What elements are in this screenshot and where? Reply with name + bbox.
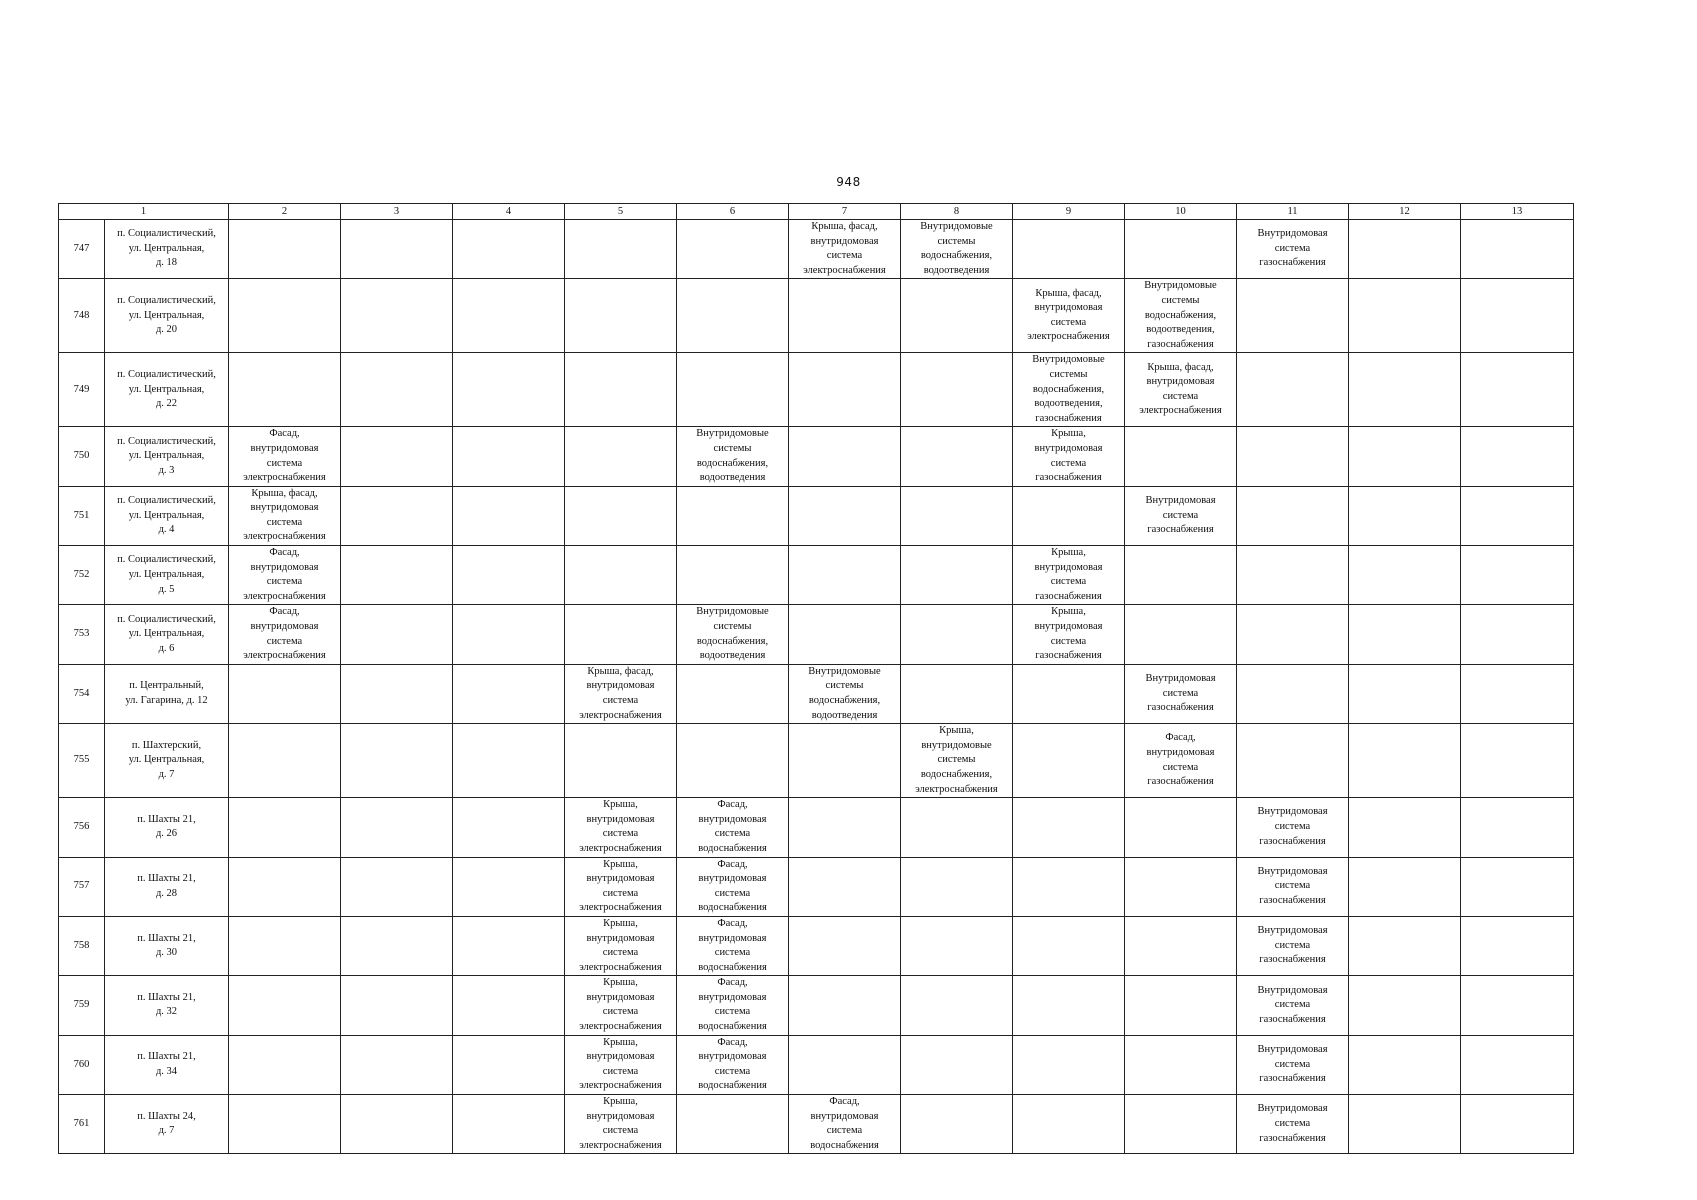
work-cell	[1125, 546, 1237, 605]
work-cell	[1125, 1035, 1237, 1094]
work-cell: Фасад, внутридомовая система водоснабжения	[677, 976, 789, 1035]
work-cell	[229, 220, 341, 279]
work-cell	[1013, 220, 1125, 279]
work-cell	[1461, 546, 1574, 605]
work-cell	[565, 279, 677, 353]
work-cell	[565, 724, 677, 798]
work-cell	[453, 1035, 565, 1094]
work-cell: Внутридомовая система газоснабжения	[1237, 916, 1349, 975]
work-cell	[1237, 724, 1349, 798]
address-cell: п. Социалистический, ул. Центральная, д. 22	[105, 353, 229, 427]
work-cell	[1461, 220, 1574, 279]
header-cell: 11	[1237, 204, 1349, 220]
table-row	[59, 1095, 1574, 1154]
work-cell	[453, 976, 565, 1035]
header-cell: 6	[677, 204, 789, 220]
work-cell	[229, 724, 341, 798]
work-cell	[1461, 916, 1574, 975]
work-cell	[1349, 976, 1461, 1035]
work-cell	[677, 353, 789, 427]
work-cell: Фасад, внутридомовая система электроснабжения	[229, 427, 341, 486]
work-cell	[1349, 798, 1461, 857]
row-number-cell: 749	[59, 353, 105, 427]
work-cell	[1125, 798, 1237, 857]
table-row	[59, 664, 1574, 723]
work-cell	[341, 1095, 453, 1154]
work-cell	[1461, 427, 1574, 486]
work-cell: Внутридомовые системы водоснабжения, водоотведения	[789, 664, 901, 723]
work-cell: Фасад, внутридомовая система водоснабжения	[677, 857, 789, 916]
work-cell	[453, 724, 565, 798]
work-cell	[1013, 976, 1125, 1035]
work-cell	[1125, 916, 1237, 975]
work-cell	[453, 279, 565, 353]
work-cell	[1013, 916, 1125, 975]
work-cell: Внутридомовая система газоснабжения	[1237, 1035, 1349, 1094]
work-cell: Фасад, внутридомовая система водоснабжения	[677, 798, 789, 857]
table-row	[59, 798, 1574, 857]
header-cell: 8	[901, 204, 1013, 220]
work-cell	[453, 857, 565, 916]
work-cell	[789, 1035, 901, 1094]
work-cell	[341, 916, 453, 975]
table-row	[59, 916, 1574, 975]
work-cell: Внутридомовая система газоснабжения	[1125, 664, 1237, 723]
header-row	[59, 204, 1574, 220]
work-cell	[1349, 724, 1461, 798]
work-cell	[1461, 857, 1574, 916]
work-cell	[1349, 1095, 1461, 1154]
row-number-cell: 758	[59, 916, 105, 975]
table-row	[59, 546, 1574, 605]
work-cell	[1349, 353, 1461, 427]
header-cell: 4	[453, 204, 565, 220]
work-cell: Крыша, внутридомовая система электроснабжения	[565, 976, 677, 1035]
work-cell	[1013, 664, 1125, 723]
table-row	[59, 486, 1574, 545]
work-cell	[1461, 353, 1574, 427]
work-cell: Крыша, фасад, внутридомовая система электроснабжения	[789, 220, 901, 279]
work-cell: Внутридомовая система газоснабжения	[1237, 798, 1349, 857]
row-number-cell: 757	[59, 857, 105, 916]
work-cell	[1125, 605, 1237, 664]
work-cell	[1461, 1035, 1574, 1094]
work-cell: Фасад, внутридомовая система водоснабжения	[677, 1035, 789, 1094]
work-cell: Крыша, фасад, внутридомовая система электроснабжения	[1013, 279, 1125, 353]
work-cell	[565, 220, 677, 279]
row-number-cell: 759	[59, 976, 105, 1035]
work-cell	[1461, 279, 1574, 353]
row-number-cell: 761	[59, 1095, 105, 1154]
work-cell	[1125, 857, 1237, 916]
work-cell	[901, 486, 1013, 545]
work-cell	[1125, 220, 1237, 279]
work-cell	[1461, 724, 1574, 798]
work-cell	[901, 857, 1013, 916]
address-cell: п. Центральный, ул. Гагарина, д. 12	[105, 664, 229, 723]
work-cell	[1013, 798, 1125, 857]
work-cell	[341, 220, 453, 279]
work-cell: Внутридомовые системы водоснабжения, водоотведения, газоснабжения	[1125, 279, 1237, 353]
table-row	[59, 724, 1574, 798]
work-cell	[1461, 605, 1574, 664]
work-cell	[229, 279, 341, 353]
work-cell	[341, 798, 453, 857]
work-cell	[1125, 976, 1237, 1035]
register-table	[58, 203, 1574, 1154]
work-cell	[341, 546, 453, 605]
work-cell	[1013, 857, 1125, 916]
work-cell	[789, 279, 901, 353]
work-cell: Крыша, фасад, внутридомовая система электроснабжения	[229, 486, 341, 545]
work-cell	[565, 427, 677, 486]
work-cell	[453, 486, 565, 545]
address-cell: п. Шахты 24, д. 7	[105, 1095, 229, 1154]
work-cell	[341, 605, 453, 664]
table-row	[59, 976, 1574, 1035]
work-cell	[1013, 724, 1125, 798]
work-cell	[453, 220, 565, 279]
work-cell	[789, 798, 901, 857]
work-cell	[789, 605, 901, 664]
address-cell: п. Шахты 21, д. 34	[105, 1035, 229, 1094]
work-cell	[453, 546, 565, 605]
row-number-cell: 754	[59, 664, 105, 723]
work-cell	[1013, 1035, 1125, 1094]
work-cell	[1461, 798, 1574, 857]
work-cell	[901, 427, 1013, 486]
row-number-cell: 753	[59, 605, 105, 664]
work-cell	[789, 916, 901, 975]
work-cell	[1237, 427, 1349, 486]
work-cell: Внутридомовые системы водоснабжения, водоотведения	[901, 220, 1013, 279]
address-cell: п. Социалистический, ул. Центральная, д. 18	[105, 220, 229, 279]
work-cell: Внутридомовые системы водоснабжения, водоотведения, газоснабжения	[1013, 353, 1125, 427]
work-cell	[1461, 1095, 1574, 1154]
address-cell: п. Шахты 21, д. 26	[105, 798, 229, 857]
work-cell	[901, 605, 1013, 664]
work-cell: Крыша, внутридомовая система электроснабжения	[565, 1035, 677, 1094]
work-cell	[677, 220, 789, 279]
work-cell	[229, 1035, 341, 1094]
work-cell: Внутридомовая система газоснабжения	[1237, 1095, 1349, 1154]
address-cell: п. Социалистический, ул. Центральная, д. 6	[105, 605, 229, 664]
header-cell: 9	[1013, 204, 1125, 220]
table-row	[59, 1035, 1574, 1094]
work-cell	[1461, 976, 1574, 1035]
work-cell	[901, 353, 1013, 427]
work-cell	[1461, 664, 1574, 723]
table-row	[59, 605, 1574, 664]
work-cell	[677, 724, 789, 798]
work-cell	[341, 857, 453, 916]
work-cell	[1349, 427, 1461, 486]
work-cell: Крыша, внутридомовая система газоснабжения	[1013, 605, 1125, 664]
work-cell	[341, 486, 453, 545]
work-cell	[565, 486, 677, 545]
work-cell	[565, 605, 677, 664]
header-cell: 3	[341, 204, 453, 220]
table-body	[59, 220, 1574, 1154]
work-cell	[453, 1095, 565, 1154]
work-cell: Крыша, фасад, внутридомовая система электроснабжения	[565, 664, 677, 723]
work-cell: Фасад, внутридомовая система газоснабжения	[1125, 724, 1237, 798]
work-cell	[229, 664, 341, 723]
work-cell	[453, 916, 565, 975]
work-cell	[341, 1035, 453, 1094]
table-row	[59, 353, 1574, 427]
work-cell: Внутридомовая система газоснабжения	[1237, 220, 1349, 279]
work-cell	[453, 605, 565, 664]
work-cell	[677, 279, 789, 353]
work-cell	[341, 427, 453, 486]
work-cell	[1237, 605, 1349, 664]
row-number-cell: 752	[59, 546, 105, 605]
work-cell	[1237, 486, 1349, 545]
address-cell: п. Шахты 21, д. 32	[105, 976, 229, 1035]
work-cell	[677, 664, 789, 723]
work-cell	[901, 664, 1013, 723]
work-cell	[1349, 220, 1461, 279]
work-cell	[1237, 664, 1349, 723]
header-cell: 1	[59, 204, 229, 220]
work-cell: Крыша, внутридомовая система газоснабжения	[1013, 546, 1125, 605]
row-number-cell: 750	[59, 427, 105, 486]
work-cell: Фасад, внутридомовая система электроснабжения	[229, 546, 341, 605]
work-cell	[901, 1095, 1013, 1154]
work-cell	[341, 664, 453, 723]
work-cell	[341, 279, 453, 353]
work-cell	[789, 427, 901, 486]
address-cell: п. Социалистический, ул. Центральная, д. 3	[105, 427, 229, 486]
work-cell	[901, 1035, 1013, 1094]
work-cell: Внутридомовая система газоснабжения	[1237, 857, 1349, 916]
work-cell	[1125, 1095, 1237, 1154]
work-cell: Фасад, внутридомовая система водоснабжения	[677, 916, 789, 975]
work-cell	[789, 724, 901, 798]
work-cell	[901, 546, 1013, 605]
work-cell	[453, 798, 565, 857]
work-cell	[1349, 279, 1461, 353]
work-cell	[1237, 353, 1349, 427]
header-cell: 2	[229, 204, 341, 220]
work-cell	[789, 486, 901, 545]
work-cell	[341, 724, 453, 798]
work-cell: Крыша, внутридомовая система электроснабжения	[565, 798, 677, 857]
work-cell: Крыша, внутридомовая система электроснабжения	[565, 916, 677, 975]
table-row	[59, 220, 1574, 279]
work-cell	[1013, 486, 1125, 545]
work-cell	[789, 546, 901, 605]
table-header	[59, 204, 1574, 220]
work-cell: Внутридомовые системы водоснабжения, водоотведения	[677, 427, 789, 486]
work-cell	[453, 353, 565, 427]
address-cell: п. Шахтерский, ул. Центральная, д. 7	[105, 724, 229, 798]
work-cell: Внутридомовые системы водоснабжения, водоотведения	[677, 605, 789, 664]
row-number-cell: 747	[59, 220, 105, 279]
work-cell: Фасад, внутридомовая система водоснабжения	[789, 1095, 901, 1154]
header-cell: 10	[1125, 204, 1237, 220]
header-cell: 12	[1349, 204, 1461, 220]
row-number-cell: 756	[59, 798, 105, 857]
work-cell	[1349, 546, 1461, 605]
work-cell	[229, 798, 341, 857]
work-cell	[1461, 486, 1574, 545]
work-cell	[789, 353, 901, 427]
page-number: 948	[836, 175, 861, 189]
work-cell	[229, 976, 341, 1035]
work-cell	[229, 353, 341, 427]
work-cell: Внутридомовая система газоснабжения	[1125, 486, 1237, 545]
work-cell	[1349, 664, 1461, 723]
work-cell	[229, 857, 341, 916]
work-cell: Крыша, внутридомовая система электроснабжения	[565, 1095, 677, 1154]
work-cell	[229, 916, 341, 975]
work-cell: Крыша, внутридомовые системы водоснабжения, электроснабжения	[901, 724, 1013, 798]
work-cell	[789, 976, 901, 1035]
work-cell	[677, 1095, 789, 1154]
work-cell: Внутридомовая система газоснабжения	[1237, 976, 1349, 1035]
work-cell	[229, 1095, 341, 1154]
work-cell	[1349, 1035, 1461, 1094]
row-number-cell: 755	[59, 724, 105, 798]
address-cell: п. Шахты 21, д. 30	[105, 916, 229, 975]
work-cell: Крыша, внутридомовая система электроснабжения	[565, 857, 677, 916]
work-cell: Крыша, внутридомовая система газоснабжения	[1013, 427, 1125, 486]
address-cell: п. Шахты 21, д. 28	[105, 857, 229, 916]
address-cell: п. Социалистический, ул. Центральная, д. 5	[105, 546, 229, 605]
work-cell	[1349, 916, 1461, 975]
work-cell	[789, 857, 901, 916]
header-cell: 7	[789, 204, 901, 220]
work-cell	[901, 976, 1013, 1035]
row-number-cell: 760	[59, 1035, 105, 1094]
work-cell	[453, 427, 565, 486]
work-cell	[901, 279, 1013, 353]
table-row	[59, 279, 1574, 353]
work-cell	[1013, 1095, 1125, 1154]
work-cell	[341, 353, 453, 427]
table-row	[59, 857, 1574, 916]
table-row	[59, 427, 1574, 486]
address-cell: п. Социалистический, ул. Центральная, д. 20	[105, 279, 229, 353]
row-number-cell: 748	[59, 279, 105, 353]
work-cell	[341, 976, 453, 1035]
header-cell: 13	[1461, 204, 1574, 220]
work-cell	[1349, 857, 1461, 916]
work-cell	[901, 798, 1013, 857]
work-cell	[1349, 486, 1461, 545]
work-cell: Фасад, внутридомовая система электроснабжения	[229, 605, 341, 664]
work-cell	[677, 546, 789, 605]
work-cell	[1125, 427, 1237, 486]
work-cell	[1237, 546, 1349, 605]
header-cell: 5	[565, 204, 677, 220]
work-cell	[565, 353, 677, 427]
row-number-cell: 751	[59, 486, 105, 545]
work-cell	[1349, 605, 1461, 664]
work-cell	[1237, 279, 1349, 353]
work-cell	[453, 664, 565, 723]
address-cell: п. Социалистический, ул. Центральная, д. 4	[105, 486, 229, 545]
work-cell: Крыша, фасад, внутридомовая система электроснабжения	[1125, 353, 1237, 427]
work-cell	[677, 486, 789, 545]
work-cell	[565, 546, 677, 605]
work-cell	[901, 916, 1013, 975]
